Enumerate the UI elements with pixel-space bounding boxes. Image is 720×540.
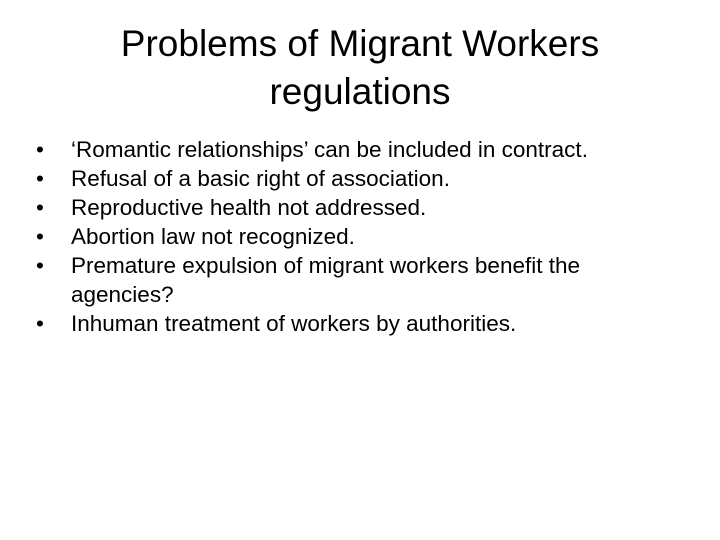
bullet-item-premature-expulsion: [36, 251, 676, 309]
bullet-point-icon: •: [36, 311, 44, 336]
bullet-point-icon: •: [36, 166, 44, 191]
slide-title: Problems of Migrant Workers regulations: [120, 23, 600, 112]
bullet-item-romantic-relationships: [36, 135, 676, 164]
bullet-point-icon: •: [36, 137, 44, 162]
bullet-point-icon: •: [36, 195, 44, 220]
bullet-list: [36, 135, 676, 338]
bullet-point-icon: •: [36, 224, 44, 249]
bullet-item-right-of-association: [36, 164, 676, 193]
bullet-item-reproductive-health: [36, 193, 676, 222]
bullet-text: Premature expulsion of migrant workers benefit the agencies?: [71, 253, 580, 307]
bullet-text: Abortion law not recognized.: [71, 224, 355, 249]
bullet-text: Reproductive health not addressed.: [71, 195, 427, 220]
bullet-text: Inhuman treatment of workers by authorities.: [71, 311, 517, 336]
bullet-item-abortion-law: [36, 222, 676, 251]
bullet-text: ‘Romantic relationships’ can be included in contract.: [71, 137, 588, 162]
bullet-point-icon: •: [36, 253, 44, 278]
bullet-item-inhuman-treatment: [36, 309, 676, 338]
bullet-text: Refusal of a basic right of association.: [71, 166, 450, 191]
